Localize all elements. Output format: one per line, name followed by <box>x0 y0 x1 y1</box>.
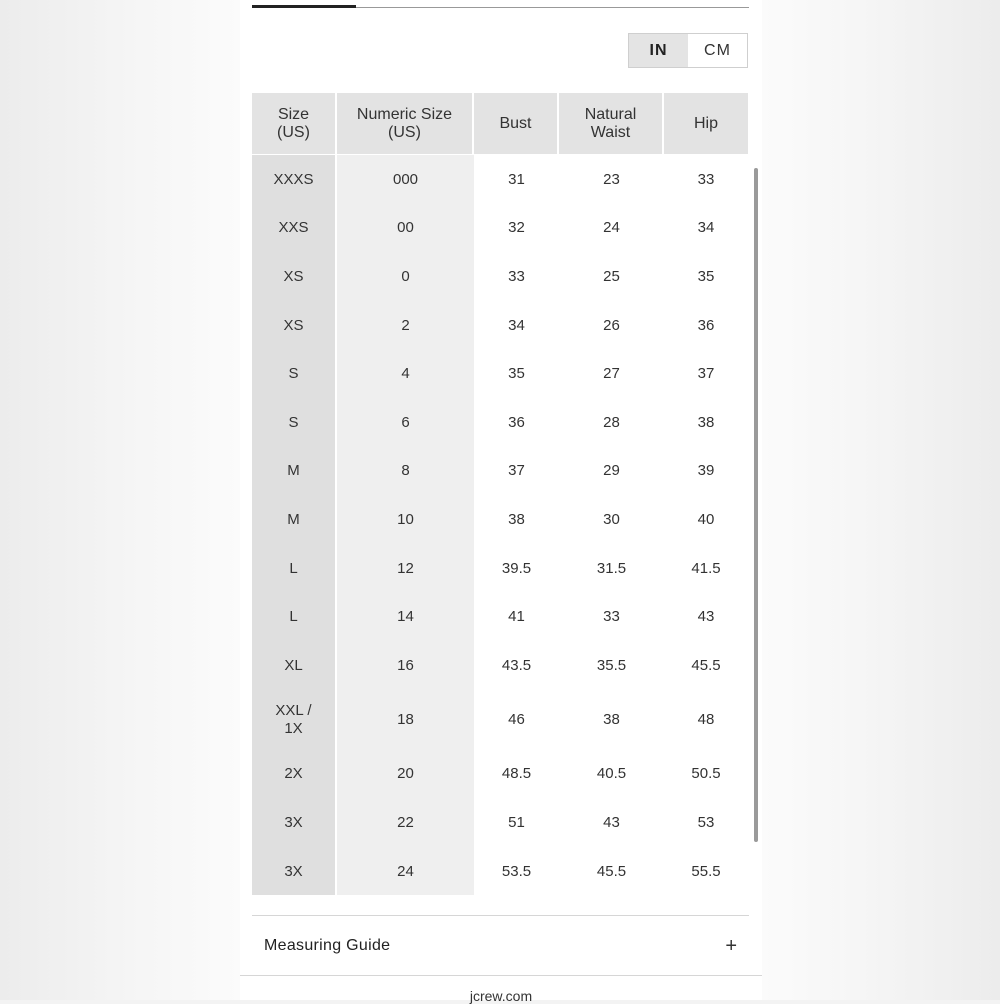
cell-numeric-size-us: 2 <box>337 301 474 350</box>
cell-bust: 37 <box>474 447 559 496</box>
cell-numeric-size-us: 20 <box>337 750 474 799</box>
cell-numeric-size-us: 0 <box>337 252 474 301</box>
cell-natural-waist: 25 <box>559 252 664 301</box>
cell-size-us: L <box>252 544 337 593</box>
size-chart-table <box>252 93 748 895</box>
cell-natural-waist: 23 <box>559 154 664 204</box>
table-scrollbar[interactable] <box>754 168 758 842</box>
cell-hip: 43 <box>664 592 748 641</box>
header-hip: Hip <box>664 93 748 154</box>
table-row <box>252 798 748 847</box>
table-row <box>252 847 748 896</box>
cell-size-us: 3X <box>252 798 337 847</box>
cell-size-us: M <box>252 495 337 544</box>
cell-bust: 38 <box>474 495 559 544</box>
cell-hip: 40 <box>664 495 748 544</box>
table-row <box>252 495 748 544</box>
cell-numeric-size-us: 10 <box>337 495 474 544</box>
measuring-guide-label: Measuring Guide <box>264 936 391 954</box>
cell-bust: 35 <box>474 349 559 398</box>
cell-natural-waist: 45.5 <box>559 847 664 896</box>
cell-natural-waist: 29 <box>559 447 664 496</box>
cell-hip: 53 <box>664 798 748 847</box>
header-numeric-size-us: Numeric Size (US) <box>337 93 474 154</box>
cell-natural-waist: 40.5 <box>559 750 664 799</box>
cell-hip: 48 <box>664 690 748 750</box>
header-natural-waist: Natural Waist <box>559 93 664 154</box>
cell-natural-waist: 24 <box>559 204 664 253</box>
cell-size-us: XXXS <box>252 154 337 204</box>
cell-size-us: L <box>252 592 337 641</box>
active-tab-indicator[interactable] <box>252 5 356 8</box>
footer-url: jcrew.com <box>469 988 533 1004</box>
cell-bust: 46 <box>474 690 559 750</box>
cell-bust: 51 <box>474 798 559 847</box>
cell-natural-waist: 35.5 <box>559 641 664 690</box>
cell-hip: 55.5 <box>664 847 748 896</box>
cell-size-us: XS <box>252 252 337 301</box>
cell-size-us: XXS <box>252 204 337 253</box>
table-body <box>252 154 748 895</box>
cell-bust: 53.5 <box>474 847 559 896</box>
cell-hip: 38 <box>664 398 748 447</box>
background-right <box>762 0 1000 1000</box>
table-row <box>252 349 748 398</box>
cell-natural-waist: 27 <box>559 349 664 398</box>
cell-numeric-size-us: 000 <box>337 154 474 204</box>
cell-numeric-size-us: 00 <box>337 204 474 253</box>
header-bust: Bust <box>474 93 559 154</box>
measuring-guide-toggle[interactable] <box>252 916 749 975</box>
cell-bust: 31 <box>474 154 559 204</box>
cell-numeric-size-us: 14 <box>337 592 474 641</box>
table-row <box>252 204 748 253</box>
cell-hip: 41.5 <box>664 544 748 593</box>
cell-numeric-size-us: 16 <box>337 641 474 690</box>
table-row <box>252 592 748 641</box>
cell-size-us: XS <box>252 301 337 350</box>
cell-hip: 36 <box>664 301 748 350</box>
cell-natural-waist: 43 <box>559 798 664 847</box>
plus-icon[interactable]: + <box>725 934 737 957</box>
cell-numeric-size-us: 4 <box>337 349 474 398</box>
table-row <box>252 252 748 301</box>
cell-hip: 39 <box>664 447 748 496</box>
cell-hip: 45.5 <box>664 641 748 690</box>
table-row <box>252 447 748 496</box>
cell-bust: 48.5 <box>474 750 559 799</box>
cell-numeric-size-us: 22 <box>337 798 474 847</box>
header-size-us: Size (US) <box>252 93 337 154</box>
cell-bust: 43.5 <box>474 641 559 690</box>
cell-size-us: 2X <box>252 750 337 799</box>
cell-hip: 50.5 <box>664 750 748 799</box>
unit-toggle <box>628 33 748 68</box>
cell-numeric-size-us: 24 <box>337 847 474 896</box>
cell-bust: 41 <box>474 592 559 641</box>
cell-bust: 32 <box>474 204 559 253</box>
unit-in-button[interactable]: IN <box>629 34 688 67</box>
cell-size-us: S <box>252 398 337 447</box>
cell-hip: 34 <box>664 204 748 253</box>
cell-numeric-size-us: 8 <box>337 447 474 496</box>
cell-bust: 39.5 <box>474 544 559 593</box>
table-row <box>252 544 748 593</box>
table-row <box>252 154 748 204</box>
table-row <box>252 398 748 447</box>
cell-size-us: S <box>252 349 337 398</box>
table-row <box>252 690 748 750</box>
table-header-row <box>252 93 748 154</box>
cell-numeric-size-us: 12 <box>337 544 474 593</box>
cell-numeric-size-us: 6 <box>337 398 474 447</box>
cell-natural-waist: 28 <box>559 398 664 447</box>
cell-natural-waist: 38 <box>559 690 664 750</box>
unit-cm-button[interactable]: CM <box>688 34 747 67</box>
cell-natural-waist: 26 <box>559 301 664 350</box>
cell-hip: 37 <box>664 349 748 398</box>
table-row <box>252 641 748 690</box>
divider <box>240 975 762 976</box>
cell-natural-waist: 33 <box>559 592 664 641</box>
cell-size-us: XL <box>252 641 337 690</box>
cell-numeric-size-us: 18 <box>337 690 474 750</box>
cell-bust: 36 <box>474 398 559 447</box>
table-row <box>252 301 748 350</box>
cell-size-us: M <box>252 447 337 496</box>
cell-size-us: XXL / 1X <box>252 690 337 750</box>
cell-size-us: 3X <box>252 847 337 896</box>
cell-bust: 33 <box>474 252 559 301</box>
cell-bust: 34 <box>474 301 559 350</box>
cell-natural-waist: 30 <box>559 495 664 544</box>
background-left <box>0 0 240 1000</box>
cell-hip: 33 <box>664 154 748 204</box>
cell-natural-waist: 31.5 <box>559 544 664 593</box>
table-row <box>252 750 748 799</box>
cell-hip: 35 <box>664 252 748 301</box>
